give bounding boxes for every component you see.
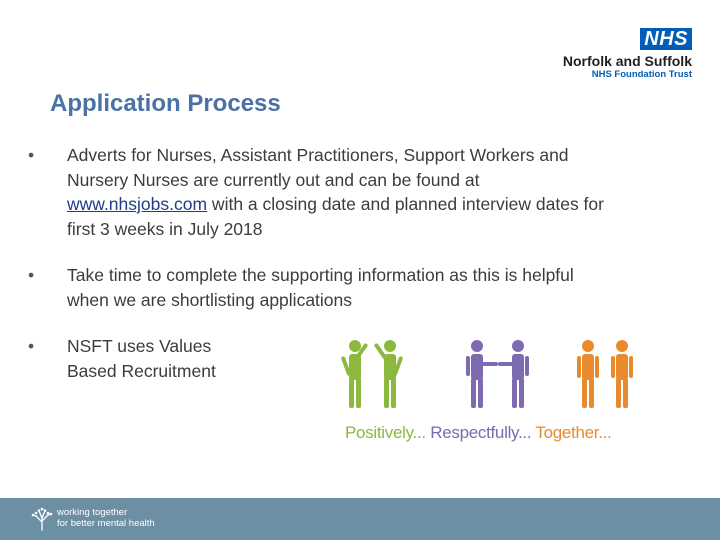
footer-tagline-line1: working together — [57, 507, 128, 518]
footer-tagline — [57, 507, 155, 529]
bullet-adverts-text-start: Adverts for Nurses, Assistant Practitioners, Support Workers and Nursery Nurses are currently out and can be found at — [67, 145, 569, 190]
trust-name: Norfolk and Suffolk — [562, 53, 692, 69]
nhsjobs-link[interactable]: www.nhsjobs.com — [67, 194, 208, 214]
value-together: Together... — [535, 423, 612, 442]
bullet-values-text: NSFT uses Values Based Recruitment — [67, 336, 216, 381]
bullet-adverts-text-end: with a closing date and planned interview dates for first 3 weeks in July 2018 — [67, 194, 604, 239]
value-positively: Positively... — [345, 423, 426, 442]
tree-icon — [30, 507, 54, 531]
bullet-supporting-info — [28, 263, 618, 312]
green-people-icon — [341, 340, 404, 408]
nhs-badge: NHS — [640, 28, 692, 50]
value-respectfully: Respectfully... — [430, 423, 532, 442]
purple-people-icon — [466, 340, 529, 408]
nhs-logo — [552, 28, 692, 81]
bullet-adverts — [28, 143, 618, 241]
values-caption — [345, 423, 675, 443]
bullet-supporting-info-text: Take time to complete the supporting information as this is helpful when we are shortlisting applications — [67, 265, 574, 310]
trust-type: NHS Foundation Trust — [591, 69, 692, 80]
orange-people-icon — [577, 340, 633, 408]
footer-bar — [0, 498, 720, 540]
footer-tagline-line2: for better mental health — [57, 518, 155, 529]
slide-title: Application Process — [50, 90, 281, 117]
